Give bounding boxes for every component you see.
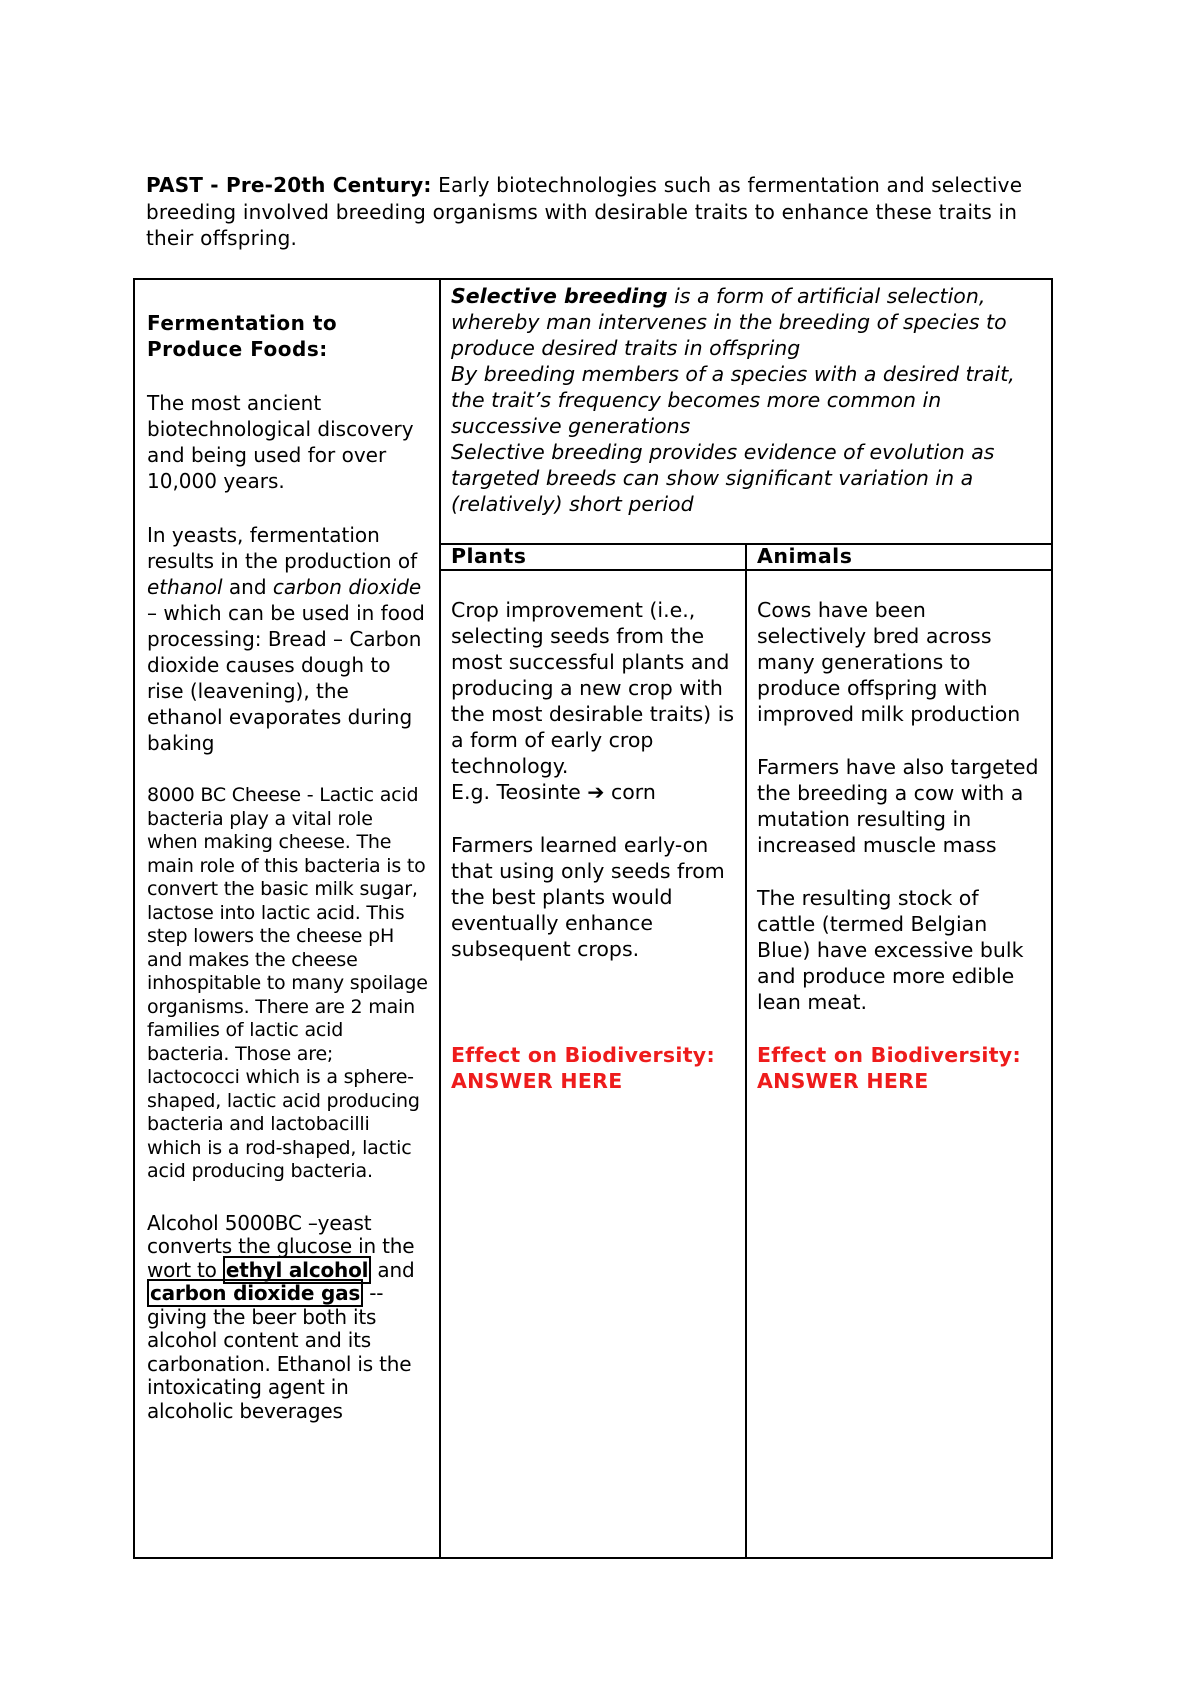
- selective-line3: Selective breeding provides evidence of evolution as targeted breeds can show significant variation in a (relatively) short period: [451, 440, 995, 516]
- carbon-dioxide-term: carbon dioxide gas: [147, 1279, 363, 1307]
- arrow-right-icon: ➔: [587, 780, 605, 804]
- fermentation-p2: In yeasts, fermentation results in the production of ethanol and carbon dioxide – which can be used in food processing: Bread – Carbon dioxide causes dough to rise (leavening), the ethanol evaporates during baking: [147, 523, 425, 755]
- plants-answer[interactable]: ANSWER HERE: [451, 1069, 623, 1093]
- animals-answer[interactable]: ANSWER HERE: [757, 1069, 929, 1093]
- plants-p1: Crop improvement (i.e., selecting seeds from the most successful plants and producing a new crop with the most desirable traits) is a form of early crop technology. E.g. Teosinte ➔ corn: [451, 598, 735, 804]
- animals-effect: Effect on Biodiversity: ANSWER HERE: [757, 1043, 1021, 1093]
- animals-header: Animals: [746, 544, 1052, 570]
- biotech-table: [133, 278, 1053, 1559]
- intro-text: Early biotechnologies such as fermentation and selective breeding involved breeding organisms with desirable traits to enhance these traits in their offspring.: [146, 173, 1023, 250]
- plants-effect: Effect on Biodiversity: ANSWER HERE: [451, 1043, 715, 1093]
- intro-paragraph: [146, 172, 1066, 252]
- animals-cell: [746, 570, 1052, 1558]
- selective-line1: Selective breeding is a form of artificial selection, whereby man intervenes in the breeding of species to produce desired traits in offspring: [451, 284, 1007, 360]
- intro-bold-lead: PAST - Pre-20th Century:: [146, 173, 432, 197]
- plants-header: Plants: [440, 544, 746, 570]
- cheese-paragraph: 8000 BC Cheese - Lactic acid bacteria play a vital role when making cheese. The main role of this bacteria is to convert the basic milk sugar, lactose into lactic acid. This step lowers the cheese pH and makes the cheese inhospitable to many spoilage organisms. There are 2 main families of lactic acid bacteria. Those are; lactococci which is a sphere-shaped, lactic acid producing bacteria and lactobacilli which is a rod-shaped, lactic acid producing bacteria.: [147, 784, 428, 1182]
- animals-p1: Cows have been selectively bred across many generations to produce offspring with improved milk production: [757, 598, 1021, 726]
- fermentation-p1: The most ancient biotechnological discovery and being used for over 10,000 years.: [147, 391, 414, 493]
- plants-p2: Farmers learned early-on that using only seeds from the best plants would eventually enhance subsequent crops.: [451, 833, 725, 961]
- ethyl-alcohol-term: ethyl alcohol: [223, 1256, 371, 1284]
- fermentation-heading: Fermentation to Produce Foods:: [147, 311, 338, 361]
- selective-line2: By breeding members of a species with a desired trait, the trait’s frequency becomes more common in successive generations: [451, 362, 1015, 438]
- animals-p2: Farmers have also targeted the breeding a cow with a mutation resulting in increased muscle mass: [757, 755, 1039, 857]
- plants-cell: [440, 570, 746, 1558]
- fermentation-cell: [134, 279, 440, 1558]
- animals-p3: The resulting stock of cattle (termed Belgian Blue) have excessive bulk and produce more edible lean meat.: [757, 886, 1024, 1014]
- alcohol-paragraph: Alcohol 5000BC –yeast converts the glucose in the wort to ethyl alcohol and carbon dioxide gas -- giving the beer both its alcohol content and its carbonation. Ethanol is the intoxicating agent in alcoholic beverages: [147, 1210, 415, 1423]
- selective-breeding-cell: [440, 279, 1052, 544]
